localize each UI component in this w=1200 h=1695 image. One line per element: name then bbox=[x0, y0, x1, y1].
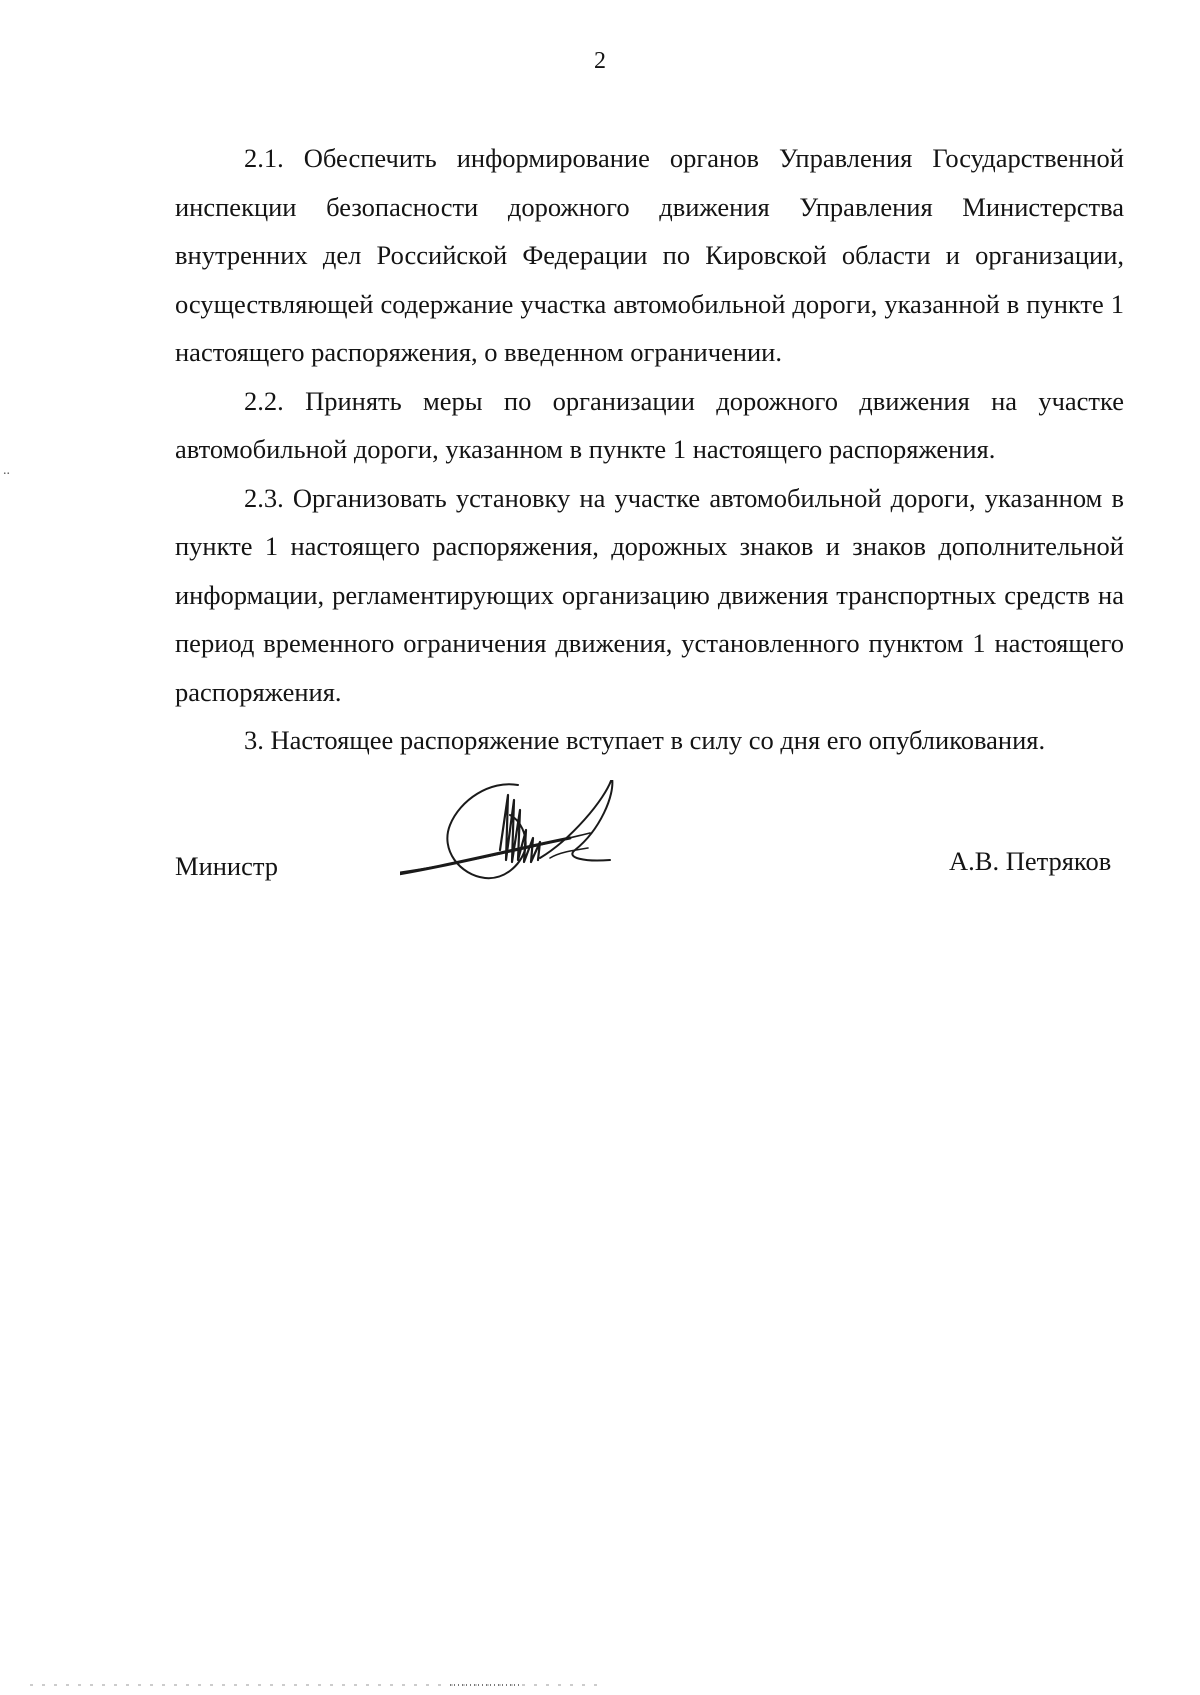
signer-name: А.В. Петряков bbox=[949, 846, 1112, 876]
scan-bottom-edge bbox=[0, 1684, 1200, 1687]
paragraph-2-2: 2.2. Принять меры по организации дорожного движения на участке автомобильной дороги, указанном в пункте 1 настоящего распоряжения. bbox=[175, 385, 1124, 464]
scan-artifact: .. bbox=[3, 463, 10, 478]
page-number: 2 bbox=[594, 48, 606, 74]
paragraph-2-1: 2.1. Обеспечить информирование органов Управления Государственной инспекции безопасности дорожного движения Управления Министерства внутренних дел Российской Федерации по Кировской области и организации, осуществляющей содержание участка автомобильной дороги, указанной в пункте 1 настоящего распоряжения, о введенном ограничении. bbox=[175, 143, 1124, 367]
paragraph-3: 3. Настоящее распоряжение вступает в силу со дня его опубликования. bbox=[244, 725, 1046, 755]
signer-position: Министр bbox=[175, 851, 279, 881]
handwritten-signature bbox=[400, 780, 660, 960]
document-body bbox=[175, 134, 1124, 765]
signature-block bbox=[0, 780, 1200, 980]
paragraph-2-3: 2.3. Организовать установку на участке автомобильной дороги, указанном в пункте 1 настоящего распоряжения, дорожных знаков и знаков дополнительной информации, регламентирующих организацию движения транспортных средств на период временного ограничения движения, установленного пунктом 1 настоящего распоряжения. bbox=[175, 482, 1124, 707]
